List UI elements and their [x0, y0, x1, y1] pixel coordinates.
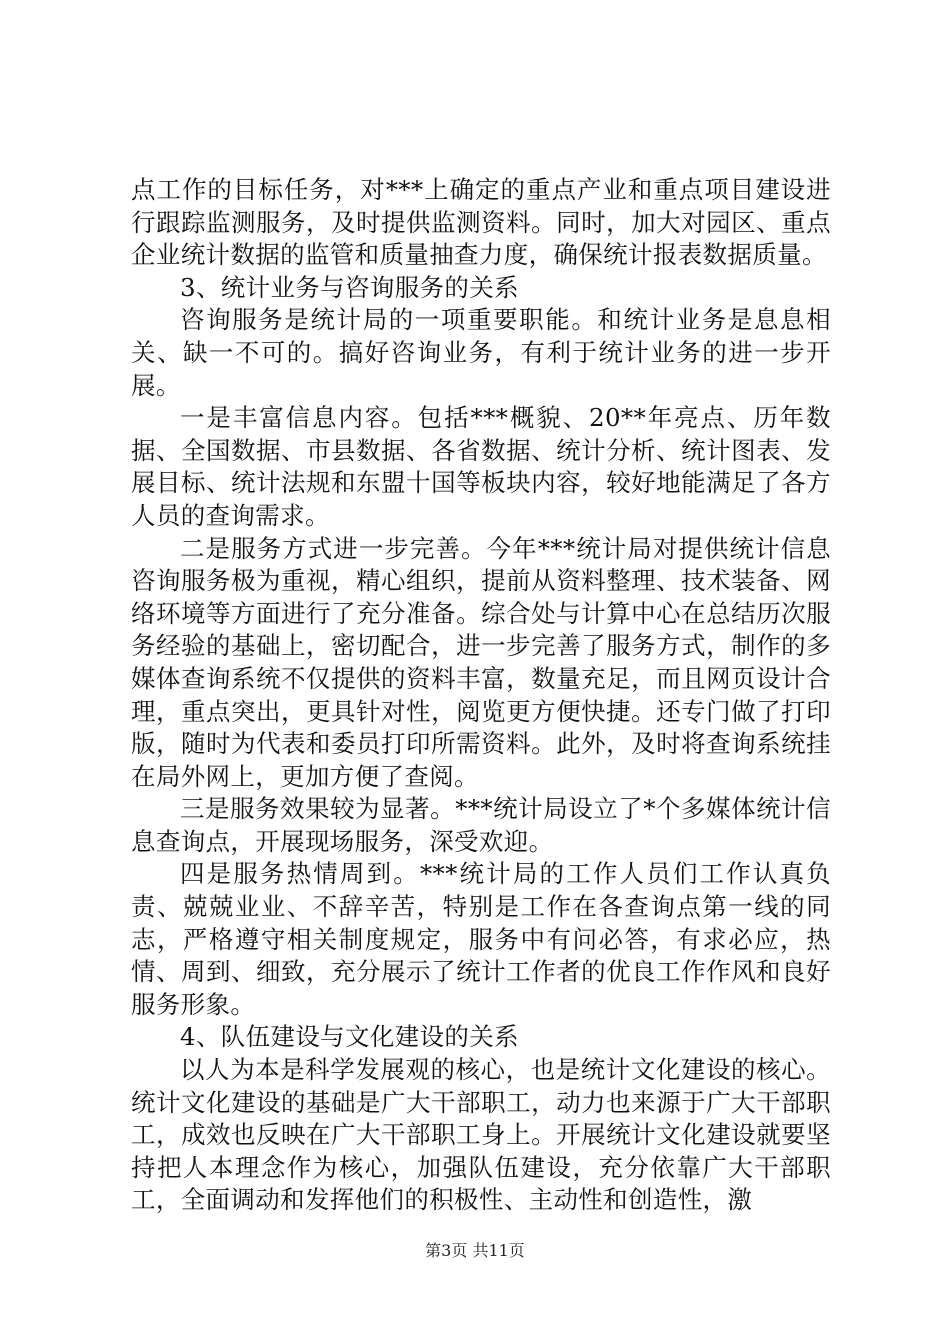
paragraph-3: 一是丰富信息内容。包括***概貌、20**年亮点、历年数据、全国数据、市县数据、各省数据、统计分析、统计图表、发展目标、统计法规和东盟十国等板块内容，较好地能满足了各方人员的查询需求。	[131, 403, 831, 530]
paragraph-6: 四是服务热情周到。***统计局的工作人员们工作认真负责、兢兢业业、不辞辛苦，特别是工作在各查询点第一线的同志，严格遵守相关制度规定，服务中有问必答，有求必应，热情、周到、细致，充分展示了统计工作者的优良工作作风和良好服务形象。	[131, 859, 831, 1019]
document-body	[131, 174, 831, 1217]
paragraph-2: 咨询服务是统计局的一项重要职能。和统计业务是息息相关、缺一不可的。搞好咨询业务，有利于统计业务的进一步开展。	[131, 305, 831, 400]
paragraph-1: 点工作的目标任务，对***上确定的重点产业和重点项目建设进行跟踪监测服务，及时提供监测资料。同时，加大对园区、重点企业统计数据的监管和质量抽查力度，确保统计报表数据质量。	[131, 175, 831, 270]
paragraph-7: 以人为本是科学发展观的核心，也是统计文化建设的核心。统计文化建设的基础是广大干部职工，动力也来源于广大干部职工，成效也反映在广大干部职工身上。开展统计文化建设就要坚持把人本理念作为核心，加强队伍建设，充分依靠广大干部职工，全面调动和发挥他们的积极性、主动性和创造性，激	[131, 1055, 831, 1215]
section-heading-4: 4、队伍建设与文化建设的关系	[180, 1022, 519, 1052]
section-heading-3: 3、统计业务与咨询服务的关系	[180, 272, 519, 302]
paragraph-4: 二是服务方式进一步完善。今年***统计局对提供统计信息咨询服务极为重视，精心组织，提前从资料整理、技术装备、网络环境等方面进行了充分准备。综合处与计算中心在总结历次服务经验的基础上，密切配合，进一步完善了服务方式，制作的多媒体查询系统不仅提供的资料丰富，数量充足，而且网页设计合理，重点突出，更具针对性，阅览更方便快捷。还专门做了打印版，随时为代表和委员打印所需资料。此外，及时将查询系统挂在局外网上，更加方便了查阅。	[131, 533, 831, 791]
page-number: 第3页 共11页	[425, 1241, 525, 1260]
paragraph-5: 三是服务效果较为显著。***统计局设立了*个多媒体统计信息查询点，开展现场服务，深受欢迎。	[131, 794, 831, 856]
